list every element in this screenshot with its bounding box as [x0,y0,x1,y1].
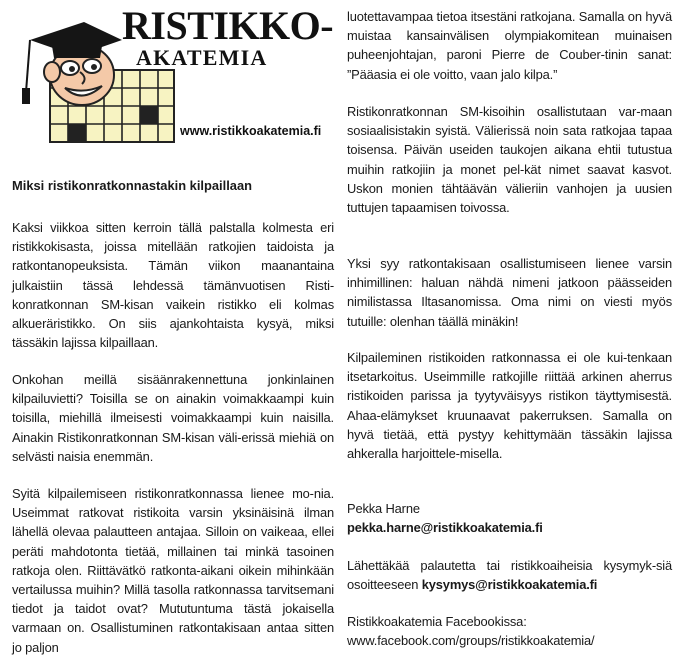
mascot-icon [22,22,122,105]
ristikkoakatemia-logo [10,0,340,150]
facebook-url-link[interactable]: www.facebook.com/groups/ristikkoakatemia/ [347,633,595,648]
author-name: Pekka Harne [347,501,420,516]
logo-title: RISTIKKO- [122,3,334,48]
paragraph: Kilpaileminen ristikoiden ratkonnassa ei ole kui-tenkaan itsetarkoitus. Useimmille ratkojille riittää arkinen aherrus ristikoiden parissa ja tyytyväisyys ristikon täyttymisestä. Ahaa-elämykset kruunaavat pakerruksen. Samalla on hyvä tietää, että pystyy kehittymään tässäkin lajissa ahkeralla harjoittele-misella. [347,350,672,462]
paragraph: Ristikonratkonnan SM-kisoihin osallistutaan var-maan sosiaalisistakin syistä. Välierissä noin sata ratkojaa tapaa toisensa. Päivän useiden taukojen aikana ehtii tutustua muihin ratkojiin ja monet pel-kät nimet saavat kasvot. Uskon monien tähtäävän välieriin vanhojen ja uusien tuttujen tapaamisen toivossa. [347,104,672,216]
author-email-link[interactable]: pekka.harne@ristikkoakatemia.fi [347,520,543,535]
logo-subtitle: AKATEMIA [136,45,268,70]
feedback-email-link[interactable]: kysymys@ristikkoakatemia.fi [421,577,598,593]
article-headline: Miksi ristikonratkonnastakin kilpaillaan [12,178,252,193]
paragraph: Yksi syy ratkontakisaan osallistumiseen lienee varsin inhimillinen: haluan nähdä nimeni jatkoon päässeiden nimilistassa Iltasanomissa. Oma nimi on viesti myös tutuille: olenhan täällä minäkin! [347,256,672,329]
paragraph: Syitä kilpailemiseen ristikonratkonnassa lienee mo-nia. Useimmat ratkovat ristikoita varsin yksinäisinä ilman lähellä olevaa palautteen antajaa. Silloin on vaikeaa, ellei peräti mahdotonta tietää, millainen tai minkä tasoinen ratkoja olen. Riittävätkö ratkonta-aikani oikein mihinkään vertailussa muihin? Millä tasolla ratkonnassa tarvitsemani tiedot ja taidot ovat? Mututuntuma tästä jokaisella varmaan on. Osallistuminen ratkontakisaan antaa sitten jo paljon [12,486,334,655]
paragraph: luotettavampaa tietoa itsestäni ratkojana. Samalla on hyvä muistaa kansainvälisen olympiakomitean muinaisen puheenjohtajan, paroni Pierre de Couber-tinin sanat: ”Pääasia ei ole voitto, vaan jalo kilpa.” [347,9,672,82]
feedback-paragraph [347,556,672,594]
paragraph: Kaksi viikkoa sitten kerroin tällä palstalla kolmesta eri ristikkokisasta, joissa mitellään ratkojien taidoista ja ratkontanopeuksista. Tämän viikon maanantaina julkaistiin tässä lehdessä tämänvuotisen Risti-konratkonnan SM-kisan vaikein ristikko eli kolmas alkueräristikko. On siis ajankohtaista kysyä, miksi tässäkin lajissa kilpaillaan. [12,220,334,351]
feedback-text: Lähettäkää palautetta tai ristikkoaiheisia kysymyk-siä osoitteeseen [347,558,672,593]
paragraph: Onkohan meillä sisäänrakennettuna jonkinlainen kilpailuvietti? Toisilla se on ainakin voimakkaampi kuin toisilla, miehillä ilmeisesti voimakkaampi kuin naisilla. Ainakin Ristikonratkonnan SM-kisan väli-erissä miehiä on selvästi naisia enemmän. [12,372,334,464]
logo-url-link[interactable]: www.ristikkoakatemia.fi [180,124,322,138]
facebook-label: Ristikkoakatemia Facebookissa: [347,614,527,629]
